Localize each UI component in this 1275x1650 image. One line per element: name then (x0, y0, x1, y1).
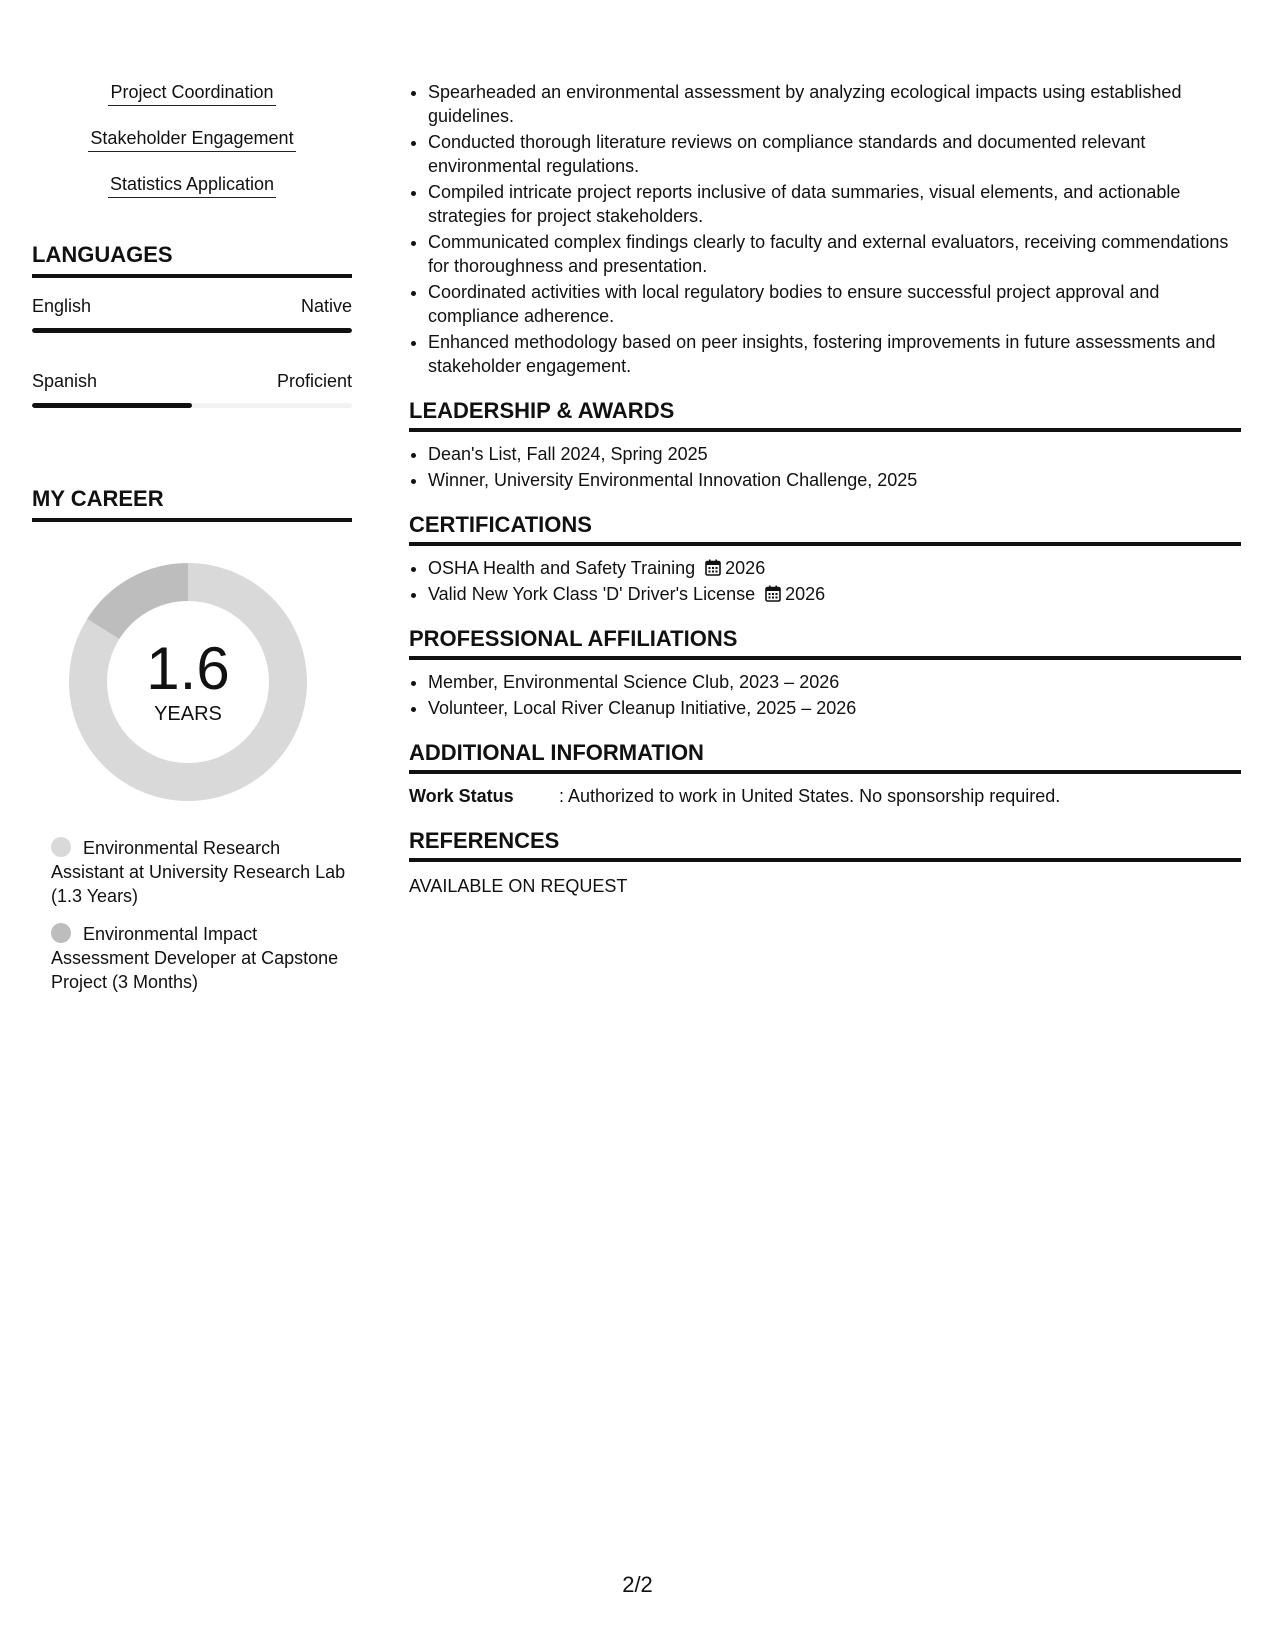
leadership-heading: LEADERSHIP & AWARDS (409, 398, 1241, 432)
experience-bullet: • Spearheaded an environmental assessment by analyzing ecological impacts using established guidelines. (428, 80, 1241, 128)
experience-bullet: • Enhanced methodology based on peer insights, fostering improvements in future assessments and stakeholder engagement. (428, 330, 1241, 378)
certification-name: OSHA Health and Safety Training (428, 558, 696, 578)
additional-heading: ADDITIONAL INFORMATION (409, 740, 1241, 774)
experience-bullet: • Compiled intricate project reports inclusive of data summaries, visual elements, and actionable strategies for project stakeholders. (428, 180, 1241, 228)
skill-item: Project Coordination (108, 80, 275, 106)
experience-bullets (409, 80, 1241, 378)
work-status-label: Work Status (409, 786, 514, 806)
language-name: English (32, 296, 92, 316)
work-status-row (409, 784, 1241, 808)
work-status-value: : Authorized to work in United States. No sponsorship required. (559, 786, 1061, 806)
references-heading: REFERENCES (409, 828, 1241, 862)
legend-item (51, 836, 351, 908)
language-bar (32, 403, 352, 408)
affiliations-section (409, 626, 1241, 720)
career-section (32, 486, 352, 994)
experience-bullet: • Conducted thorough literature reviews on compliance standards and documented relevant environmental regulations. (428, 130, 1241, 178)
career-heading: MY CAREER (32, 486, 352, 522)
language-item (32, 294, 352, 333)
leadership-item: • Dean's List, Fall 2024, Spring 2025 (428, 442, 1241, 466)
career-total-value: 1.6 (146, 635, 230, 702)
career-legend (51, 836, 351, 994)
left-column (32, 80, 352, 1008)
experience-bullet: • Communicated complex findings clearly to faculty and external evaluators, receiving commendations for thoroughness and presentation. (428, 230, 1241, 278)
certifications-section (409, 512, 1241, 606)
legend-item (51, 922, 351, 994)
languages-section (32, 242, 352, 408)
affiliations-heading: PROFESSIONAL AFFILIATIONS (409, 626, 1241, 660)
certifications-heading: CERTIFICATIONS (409, 512, 1241, 546)
references-text: AVAILABLE ON REQUEST (409, 876, 628, 896)
experience-bullet: • Coordinated activities with local regulatory bodies to ensure successful project approval and compliance adherence. (428, 280, 1241, 328)
certification-item (428, 556, 1241, 580)
calendar-icon (765, 585, 781, 602)
language-bar (32, 328, 352, 333)
right-column (409, 80, 1241, 898)
certification-year: 2026 (785, 584, 826, 604)
languages-heading: LANGUAGES (32, 242, 352, 278)
skill-item: Stakeholder Engagement (88, 126, 295, 152)
legend-dot (51, 923, 71, 943)
career-total-unit: YEARS (154, 703, 222, 725)
leadership-section (409, 398, 1241, 492)
career-donut-chart (68, 562, 308, 802)
language-bar-fill (32, 403, 192, 408)
references-section (409, 828, 1241, 898)
page-number: 2/2 (622, 1572, 653, 1597)
legend-dot (51, 837, 71, 857)
certification-name: Valid New York Class 'D' Driver's License (428, 584, 756, 604)
affiliation-item: • Member, Environmental Science Club, 2023 – 2026 (428, 670, 1241, 694)
legend-label: Environmental Research Assistant at University Research Lab (1.3 Years) (51, 838, 346, 906)
language-name: Spanish (32, 371, 98, 391)
language-level: Native (300, 296, 352, 316)
language-bar-fill (32, 328, 352, 333)
additional-section (409, 740, 1241, 808)
skills-list (32, 80, 352, 218)
certification-item (428, 582, 1241, 606)
certification-year: 2026 (725, 558, 766, 578)
legend-label: Environmental Impact Assessment Developer at Capstone Project (3 Months) (51, 924, 339, 992)
skill-item: Statistics Application (108, 172, 276, 198)
calendar-icon (705, 559, 721, 576)
language-level: Proficient (276, 371, 352, 391)
affiliation-item: • Volunteer, Local River Cleanup Initiative, 2025 – 2026 (428, 696, 1241, 720)
language-item (32, 369, 352, 408)
leadership-item: • Winner, University Environmental Innovation Challenge, 2025 (428, 468, 1241, 492)
